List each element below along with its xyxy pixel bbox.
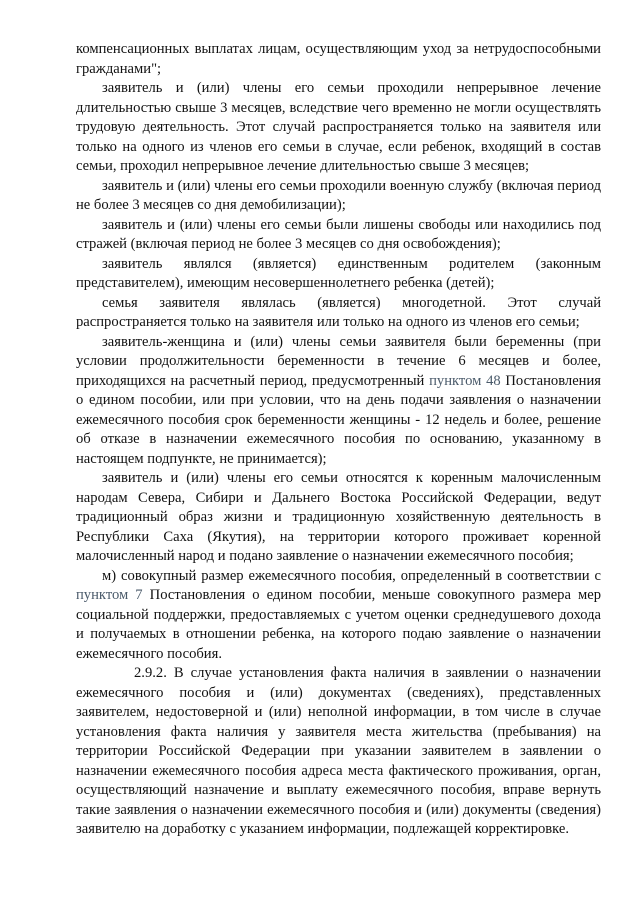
paragraph-subitem-m xyxy=(76,567,601,665)
clause-7-link[interactable]: пунктом 7 xyxy=(76,587,143,603)
paragraph-text: 2.9.2. В случае установления факта наличия в заявлении о назначении ежемесячного пособия и (или) документах (сведениях), представленных заявителем, недостоверной и (или) неполной информации, в том числе в случае установления факта наличия у заявителя места жительства (пребывания) на территории Российской Федерации при указании заявителем в заявлении о назначении ежемесячного пособия адреса места фактического проживания, орган, осуществляющий назначение и выплату ежемесячного пособия, вправе вернуть такие заявления о назначении ежемесячного пособия и (или) документы (сведения) заявителю на доработку с указанием информации, подлежащей корректировке. xyxy=(76,665,601,837)
paragraph-text: заявитель являлся (является) единственным родителем (законным представителем), имеющим несовершеннолетнего ребенка (детей); xyxy=(76,255,601,291)
paragraph-text: заявитель-женщина и (или) члены семьи заявителя были беременны (при условии продолжительности беременности в течение 6 месяцев и более, приходящихся на расчетный период, предусмотренный xyxy=(76,333,601,389)
clause-48-link[interactable]: пунктом 48 xyxy=(429,372,501,389)
paragraph-text: м) совокупный размер ежемесячного пособия, определенный в соответствии с xyxy=(102,567,601,584)
paragraph-custody xyxy=(76,216,601,255)
paragraph-pregnancy xyxy=(76,333,601,470)
paragraph-continuation xyxy=(76,40,601,79)
paragraph-text: Постановления о едином пособии, меньше совокупного размера мер социальной поддержки, предоставляемых с учетом оценки среднедушевого дохода и получаемых в отношении ребенка, на которого подаю заявление о назначении ежемесячного пособия. xyxy=(76,587,602,662)
paragraph-large-family xyxy=(76,294,601,333)
paragraph-text: компенсационных выплатах лицам, осуществляющим уход за нетрудоспособными гражданами"; xyxy=(76,41,601,77)
paragraph-text: заявитель и (или) члены его семьи проходили военную службу (включая период не более 3 месяцев со дня демобилизации); xyxy=(76,177,601,213)
paragraph-text: семья заявителя являлась (является) многодетной. Этот случай распространяется только на заявителя или только на одного из членов его семьи; xyxy=(76,294,601,330)
paragraph-military-service xyxy=(76,177,601,216)
paragraph-single-parent xyxy=(76,255,601,294)
paragraph-text: заявитель и (или) члены его семьи относятся к коренным малочисленным народам Севера, Сибири и Дальнего Востока Российской Федерации, ведут традиционный образ жизни и традиционную хозяйственную деятельность в Республики Саха (Якутия), на территории которого проживает коренной малочисленный народ и подано заявление о назначении ежемесячного пособия; xyxy=(76,470,601,564)
paragraph-text: Постановления о едином пособии, или при условии, что на день подачи заявления о назначении ежемесячного пособия срок беременности женщины - 12 недель и более, решение об отказе в назначении ежемесячного пособия по основанию, указанному в настоящем подпункте, не принимается); xyxy=(76,372,601,467)
document-page xyxy=(76,40,601,840)
paragraph-section-2-9-2 xyxy=(76,664,601,840)
paragraph-text: заявитель и (или) члены его семьи были лишены свободы или находились под стражей (включая период не более 3 месяцев со дня освобождения); xyxy=(76,216,601,252)
paragraph-text: заявитель и (или) члены его семьи проходили непрерывное лечение длительностью свыше 3 месяцев, вследствие чего временно не могли осуществлять трудовую деятельность. Этот случай распространяется только на заявителя или только на одного из членов его семьи в случае, если ребенок, входящий в состав семьи, проходил непрерывное лечение длительностью свыше 3 месяцев; xyxy=(76,80,601,174)
paragraph-treatment xyxy=(76,79,601,177)
paragraph-indigenous-peoples xyxy=(76,469,601,567)
